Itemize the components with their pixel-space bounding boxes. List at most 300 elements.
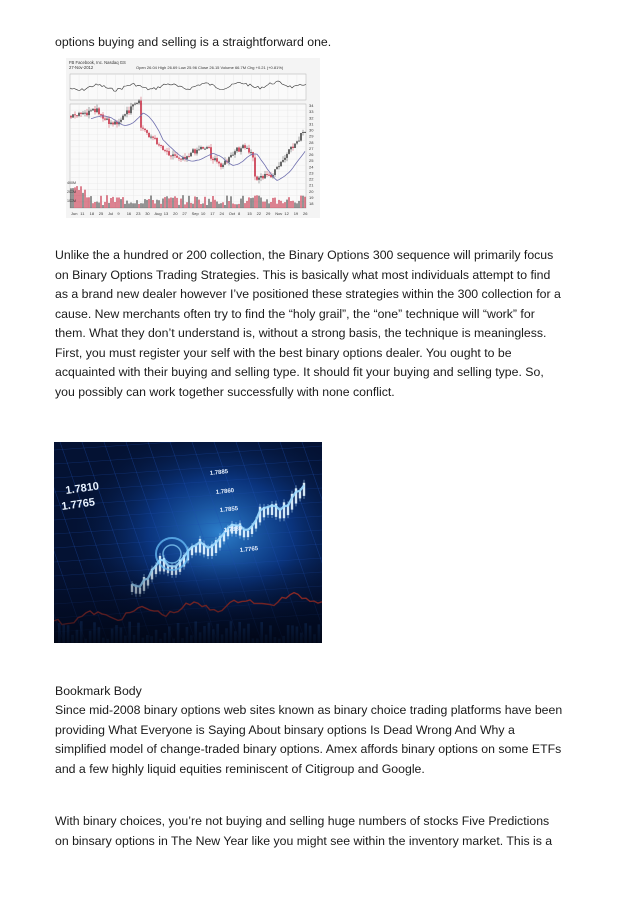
- candle-body: [274, 169, 275, 175]
- date-tick-label: 13: [163, 211, 169, 216]
- price-tick-label: 19: [309, 194, 314, 200]
- paragraph-line: and a few highly liquid equities reminiscent of Citigroup and Google.: [55, 761, 425, 776]
- stock-chart-graphic: [66, 58, 320, 218]
- volume-bar: [180, 199, 181, 208]
- paragraph-binary-options-300: [55, 246, 595, 402]
- volume-bar: [286, 200, 287, 208]
- volume-bar: [174, 196, 175, 208]
- candle-body: [78, 113, 79, 116]
- candle-body: [92, 109, 93, 111]
- volume-bar: [292, 201, 293, 208]
- candle-body: [162, 146, 163, 150]
- volume-bar: [228, 201, 229, 208]
- volume-bar: [102, 205, 103, 208]
- candle-body: [224, 161, 225, 165]
- date-tick-label: 18: [89, 211, 95, 216]
- volume-bar: [278, 200, 279, 208]
- candle-body: [232, 155, 233, 156]
- volume-bar: [126, 201, 127, 208]
- volume-bar: [90, 196, 91, 208]
- candle-body: [208, 147, 209, 148]
- candle-body: [154, 138, 155, 139]
- candle-body: [174, 154, 175, 155]
- candle-body: [104, 119, 105, 120]
- volume-bar: [294, 203, 295, 209]
- volume-bar: [252, 198, 253, 208]
- candle-body: [278, 166, 279, 167]
- candle-body: [302, 132, 303, 133]
- candle-body: [298, 141, 299, 142]
- candle-body: [134, 104, 135, 105]
- volume-bar: [194, 197, 195, 209]
- volume-bar: [242, 196, 243, 208]
- candle-body: [140, 101, 141, 128]
- paragraph-line: First, you must register your self with the best binary options dealer. You ought to be: [55, 345, 512, 360]
- date-tick-label: 17: [210, 211, 215, 216]
- price-tick-label: 30: [309, 127, 314, 133]
- candle-body: [252, 152, 253, 157]
- volume-bar: [248, 197, 249, 208]
- candle-body: [250, 152, 251, 153]
- volume-bar: [198, 200, 199, 208]
- candle-body: [262, 176, 263, 178]
- volume-tick-label: 400M: [67, 181, 76, 185]
- volume-bar: [302, 196, 303, 208]
- date-tick-label: 25: [98, 211, 104, 216]
- candle-body: [110, 123, 111, 124]
- volume-bar: [160, 204, 161, 208]
- candle-body: [142, 128, 143, 129]
- volume-bar: [258, 196, 259, 208]
- candle-body: [244, 145, 245, 148]
- volume-bar: [120, 199, 121, 208]
- volume-bar: [276, 204, 277, 208]
- volume-bar: [168, 198, 169, 208]
- candle-body: [76, 115, 77, 116]
- date-tick-label: 15: [247, 211, 252, 216]
- paragraph-line: on binsary options in The New Year like you might see within the inventory market. This is a: [55, 833, 553, 848]
- volume-bar: [210, 202, 211, 208]
- candle-body: [198, 149, 199, 150]
- volume-bar: [84, 190, 85, 208]
- candle-body: [88, 111, 89, 115]
- volume-bar: [208, 199, 209, 208]
- candle-body: [236, 148, 237, 152]
- volume-bar: [240, 199, 241, 208]
- candle-body: [80, 113, 81, 114]
- volume-bar: [280, 201, 281, 208]
- candle-body: [304, 132, 305, 133]
- glow-candle-body: [243, 530, 245, 537]
- volume-bar: [76, 186, 77, 208]
- candle-body: [234, 151, 235, 155]
- candle-body: [108, 119, 109, 124]
- price-tick-label: 25: [309, 158, 314, 164]
- price-tick-label: 21: [309, 182, 314, 188]
- candle-body: [156, 138, 157, 145]
- volume-bar: [172, 198, 173, 208]
- candle-body: [258, 178, 259, 180]
- chart-header-stats: Open 26.04 High 26.69 Low 25.96 Close 26.15 Volume 66.7M Chg +0.21 (+0.81%): [136, 65, 284, 70]
- volume-bar: [290, 201, 291, 208]
- volume-bar: [224, 205, 225, 208]
- volume-bar: [288, 197, 289, 208]
- paragraph-binary-choices: [55, 812, 595, 851]
- price-tick-label: 20: [309, 188, 314, 194]
- date-tick-label: 20: [173, 211, 178, 216]
- volume-bar: [144, 199, 145, 208]
- candle-body: [206, 147, 207, 149]
- volume-bar: [158, 200, 159, 208]
- candle-body: [218, 162, 219, 164]
- volume-bar: [162, 199, 163, 209]
- paragraph-line: as a brand new dealer however I’ve positioned these strategies within the 300 collection for a: [55, 287, 561, 301]
- candle-body: [280, 162, 281, 166]
- candle-body: [152, 137, 153, 138]
- price-tick-label: 24: [309, 164, 314, 170]
- candle-body: [160, 145, 161, 146]
- date-tick-label: 16: [126, 211, 132, 216]
- volume-bar: [132, 203, 133, 208]
- volume-bar: [148, 199, 149, 208]
- volume-bar: [262, 202, 263, 208]
- volume-bar: [166, 196, 167, 208]
- paragraph-line: on Binary Options Trading Strategies. This is basically what most individuals attempt to find: [55, 267, 551, 282]
- candle-body: [248, 148, 249, 153]
- candle-body: [202, 147, 203, 149]
- candle-body: [148, 133, 149, 137]
- date-tick-label: 10: [200, 211, 206, 216]
- volume-bar: [182, 195, 183, 208]
- volume-bar: [188, 196, 189, 208]
- volume-bar: [284, 202, 285, 208]
- volume-bar: [116, 198, 117, 209]
- candle-body: [180, 159, 181, 160]
- candle-body: [228, 157, 229, 162]
- volume-bar: [260, 198, 261, 209]
- price-tick-label: 18: [309, 201, 314, 206]
- date-tick-label: Nov: [275, 211, 283, 216]
- price-tick-label: 23: [309, 170, 314, 176]
- candle-body: [300, 133, 301, 141]
- candle-body: [136, 103, 137, 104]
- price-tick-label: 26: [309, 152, 314, 157]
- overlay-number: 1.7765: [239, 546, 259, 554]
- date-tick-label: 27: [182, 211, 187, 216]
- volume-bar: [154, 204, 155, 209]
- volume-bar: [100, 196, 101, 208]
- candle-body: [220, 163, 221, 167]
- candle-body: [158, 144, 159, 145]
- volume-bar: [176, 198, 177, 208]
- glow-candle-body: [247, 531, 249, 537]
- candle-body: [288, 149, 289, 154]
- volume-bar: [244, 203, 245, 208]
- paragraph-amex-binary-options: [55, 701, 595, 779]
- volume-bar: [304, 197, 305, 208]
- candle-body: [106, 119, 107, 120]
- paragraph-line: them. What they don’t understand is, without a strong basis, the technique is meaningless.: [55, 326, 547, 340]
- paragraph-line: With binary choices, you’re not buying and selling huge numbers of stocks Five Predictions: [55, 814, 550, 828]
- price-tick-label: 22: [309, 176, 314, 182]
- candle-body: [90, 110, 91, 111]
- volume-bar: [130, 203, 131, 209]
- price-tick-label: 33: [309, 109, 314, 115]
- candle-body: [168, 151, 169, 155]
- overlay-number: 1.7885: [209, 469, 229, 477]
- candle-body: [86, 113, 87, 116]
- volume-bar: [146, 200, 147, 208]
- price-tick-label: 32: [309, 115, 314, 121]
- candle-body: [144, 129, 145, 131]
- volume-bar: [254, 196, 255, 208]
- volume-bar: [222, 202, 223, 208]
- candle-body: [242, 145, 243, 148]
- candle-body: [166, 151, 167, 152]
- volume-bar: [238, 204, 239, 208]
- candle-body: [122, 116, 123, 120]
- volume-bar: [202, 203, 203, 208]
- date-tick-label: Jul: [108, 211, 114, 216]
- candle-body: [82, 113, 83, 114]
- candle-body: [286, 154, 287, 158]
- candle-body: [172, 154, 173, 156]
- volume-bar: [234, 204, 235, 208]
- candle-body: [194, 149, 195, 153]
- volume-bar: [170, 198, 171, 209]
- volume-bar: [300, 196, 301, 208]
- candle-body: [240, 148, 241, 152]
- overlay-number: 1.7880: [223, 526, 243, 534]
- price-tick-label: 34: [309, 103, 314, 108]
- candle-body: [124, 114, 125, 116]
- candle-body: [126, 110, 127, 114]
- volume-bar: [98, 203, 99, 209]
- volume-bar: [270, 202, 271, 208]
- date-tick-label: Sep: [191, 211, 199, 216]
- candle-body: [214, 158, 215, 160]
- volume-bar: [118, 198, 119, 209]
- candle-body: [264, 174, 265, 178]
- paragraph-line: Since mid-2008 binary options web sites known as binary choice trading platforms have been: [55, 703, 563, 717]
- price-tick-label: 27: [309, 145, 314, 151]
- candle-body: [150, 137, 151, 138]
- volume-bar: [218, 204, 219, 208]
- volume-bar: [88, 197, 89, 208]
- overlay-number: 1.7765: [60, 496, 96, 513]
- date-tick-label: 26: [303, 211, 308, 216]
- candle-body: [130, 106, 131, 113]
- date-tick-label: 23: [136, 211, 141, 216]
- volume-bar: [136, 200, 137, 208]
- paragraph-line: Unlike the a hundred or 200 collection, the Binary Options 300 sequence will primarily focus: [55, 248, 554, 262]
- date-tick-label: 22: [256, 211, 262, 216]
- volume-bar: [250, 198, 251, 208]
- glow-candle-body: [299, 491, 301, 498]
- candle-body: [222, 165, 223, 167]
- candle-body: [284, 158, 285, 160]
- candle-body: [294, 144, 295, 149]
- volume-bar: [220, 203, 221, 208]
- candle-body: [114, 122, 115, 125]
- volume-tick-label: 100M: [67, 199, 76, 203]
- date-tick-label: Jun: [71, 211, 78, 216]
- glow-candle-body: [283, 502, 285, 518]
- candle-body: [212, 159, 213, 160]
- volume-bar: [152, 200, 153, 208]
- date-tick-label: 29: [265, 211, 271, 216]
- volume-bar: [134, 203, 135, 208]
- volume-bar: [80, 186, 81, 208]
- date-tick-label: 19: [293, 211, 299, 216]
- volume-bar: [190, 203, 191, 208]
- candle-body: [98, 108, 99, 114]
- price-tick-label: 28: [309, 139, 314, 145]
- volume-bar: [106, 195, 107, 208]
- volume-bar: [112, 197, 113, 208]
- candle-body: [96, 108, 97, 112]
- candle-body: [128, 110, 129, 113]
- volume-bar: [138, 204, 139, 208]
- blue-trading-screen-image: [54, 442, 322, 643]
- candle-body: [186, 156, 187, 159]
- overlay-number: 1.7860: [215, 488, 235, 496]
- date-tick-label: 24: [219, 211, 224, 216]
- overlay-number: 1.7855: [219, 506, 239, 514]
- volume-bar: [128, 204, 129, 209]
- candle-body: [200, 147, 201, 149]
- candle-body: [102, 115, 103, 119]
- volume-bar: [212, 196, 213, 208]
- glow-candle-body: [195, 546, 197, 553]
- volume-tick-label: 200M: [67, 190, 76, 194]
- candle-body: [120, 120, 121, 122]
- volume-bar: [296, 203, 297, 208]
- candle-body: [138, 101, 139, 104]
- volume-bar: [86, 197, 87, 208]
- volume-bar: [266, 199, 267, 208]
- candle-body: [146, 130, 147, 133]
- paragraph-line: cause. New merchants often try to find the “holy grail”, the “one” technique will “work” for: [55, 306, 535, 321]
- stock-chart-image: [66, 58, 320, 218]
- volume-bar: [282, 203, 283, 208]
- volume-bar: [114, 202, 115, 208]
- volume-bar: [226, 196, 227, 208]
- volume-bar: [274, 198, 275, 208]
- volume-bar: [92, 203, 93, 208]
- paragraph-line: acquainted with their buying and selling type. It should fit your buying and selling type. So,: [55, 365, 544, 379]
- volume-bar: [186, 202, 187, 208]
- candle-body: [266, 174, 267, 175]
- volume-bar: [246, 201, 247, 208]
- date-tick-label: Oct: [228, 211, 236, 216]
- volume-bar: [268, 203, 269, 208]
- candle-body: [238, 148, 239, 152]
- volume-bar: [82, 193, 83, 208]
- volume-bar: [78, 190, 79, 208]
- volume-bar: [232, 204, 233, 209]
- volume-bar: [272, 198, 273, 208]
- candle-body: [254, 158, 255, 177]
- volume-bar: [196, 197, 197, 208]
- candle-body: [176, 156, 177, 158]
- volume-bar: [150, 196, 151, 209]
- volume-bar: [236, 204, 237, 208]
- date-tick-label: 9: [117, 211, 120, 216]
- date-tick-label: 8: [238, 211, 241, 216]
- candle-body: [112, 123, 113, 125]
- candle-body: [72, 114, 73, 117]
- candle-body: [268, 175, 269, 176]
- volume-bar: [140, 203, 141, 208]
- price-tick-label: 29: [309, 133, 314, 139]
- candle-body: [170, 155, 171, 156]
- volume-bar: [206, 205, 207, 208]
- volume-bar: [256, 195, 257, 208]
- candle-body: [74, 114, 75, 115]
- overlay-number: 1.7810: [64, 480, 100, 497]
- volume-bar: [230, 196, 231, 208]
- volume-bar: [110, 198, 111, 208]
- date-tick-label: 12: [284, 211, 289, 216]
- candle-body: [260, 176, 261, 178]
- volume-bar: [192, 204, 193, 208]
- volume-bar: [156, 200, 157, 208]
- chart-header-title: FB Facebook, Inc. Nasdaq GS: [69, 60, 126, 65]
- candle-body: [204, 149, 205, 150]
- volume-bar: [104, 202, 105, 208]
- volume-bar: [142, 203, 143, 208]
- candle-body: [290, 147, 291, 150]
- blue-trading-graphic: [54, 442, 322, 643]
- candle-body: [132, 105, 133, 107]
- candle-body: [100, 114, 101, 115]
- candle-body: [164, 150, 165, 151]
- candle-body: [296, 141, 297, 143]
- volume-bar: [96, 202, 97, 208]
- date-tick-label: Aug: [154, 211, 162, 216]
- candle-body: [230, 155, 231, 157]
- volume-bar: [200, 204, 201, 208]
- candle-body: [188, 156, 189, 157]
- candle-body: [270, 175, 271, 178]
- volume-bar: [204, 197, 205, 208]
- date-tick-label: 30: [145, 211, 150, 216]
- candle-body: [282, 160, 283, 162]
- volume-bar: [184, 204, 185, 208]
- candle-body: [196, 150, 197, 154]
- volume-bar: [94, 202, 95, 208]
- volume-bar: [122, 197, 123, 208]
- candle-body: [216, 158, 217, 162]
- paragraph-line: simplified model of change-traded binary options. Amex affords binary options on some ETFs: [55, 742, 562, 756]
- candle-body: [84, 113, 85, 114]
- paragraph-line: you possibly can work together successfully with none conflict.: [55, 384, 395, 399]
- candle-body: [190, 153, 191, 157]
- volume-bar: [214, 200, 215, 208]
- candle-body: [276, 167, 277, 169]
- price-tick-label: 31: [309, 121, 314, 127]
- candle-body: [246, 148, 247, 149]
- paragraph-line: providing What Everyone is Saying About binsary options Is Dead Wrong And Why a: [55, 722, 515, 737]
- candle-body: [210, 147, 211, 159]
- intro-line: options buying and selling is a straightforward one.: [55, 35, 332, 49]
- candle-body: [70, 116, 71, 118]
- date-tick-label: 11: [80, 211, 85, 216]
- candle-body: [192, 149, 193, 152]
- volume-bar: [298, 201, 299, 208]
- volume-bar: [108, 203, 109, 208]
